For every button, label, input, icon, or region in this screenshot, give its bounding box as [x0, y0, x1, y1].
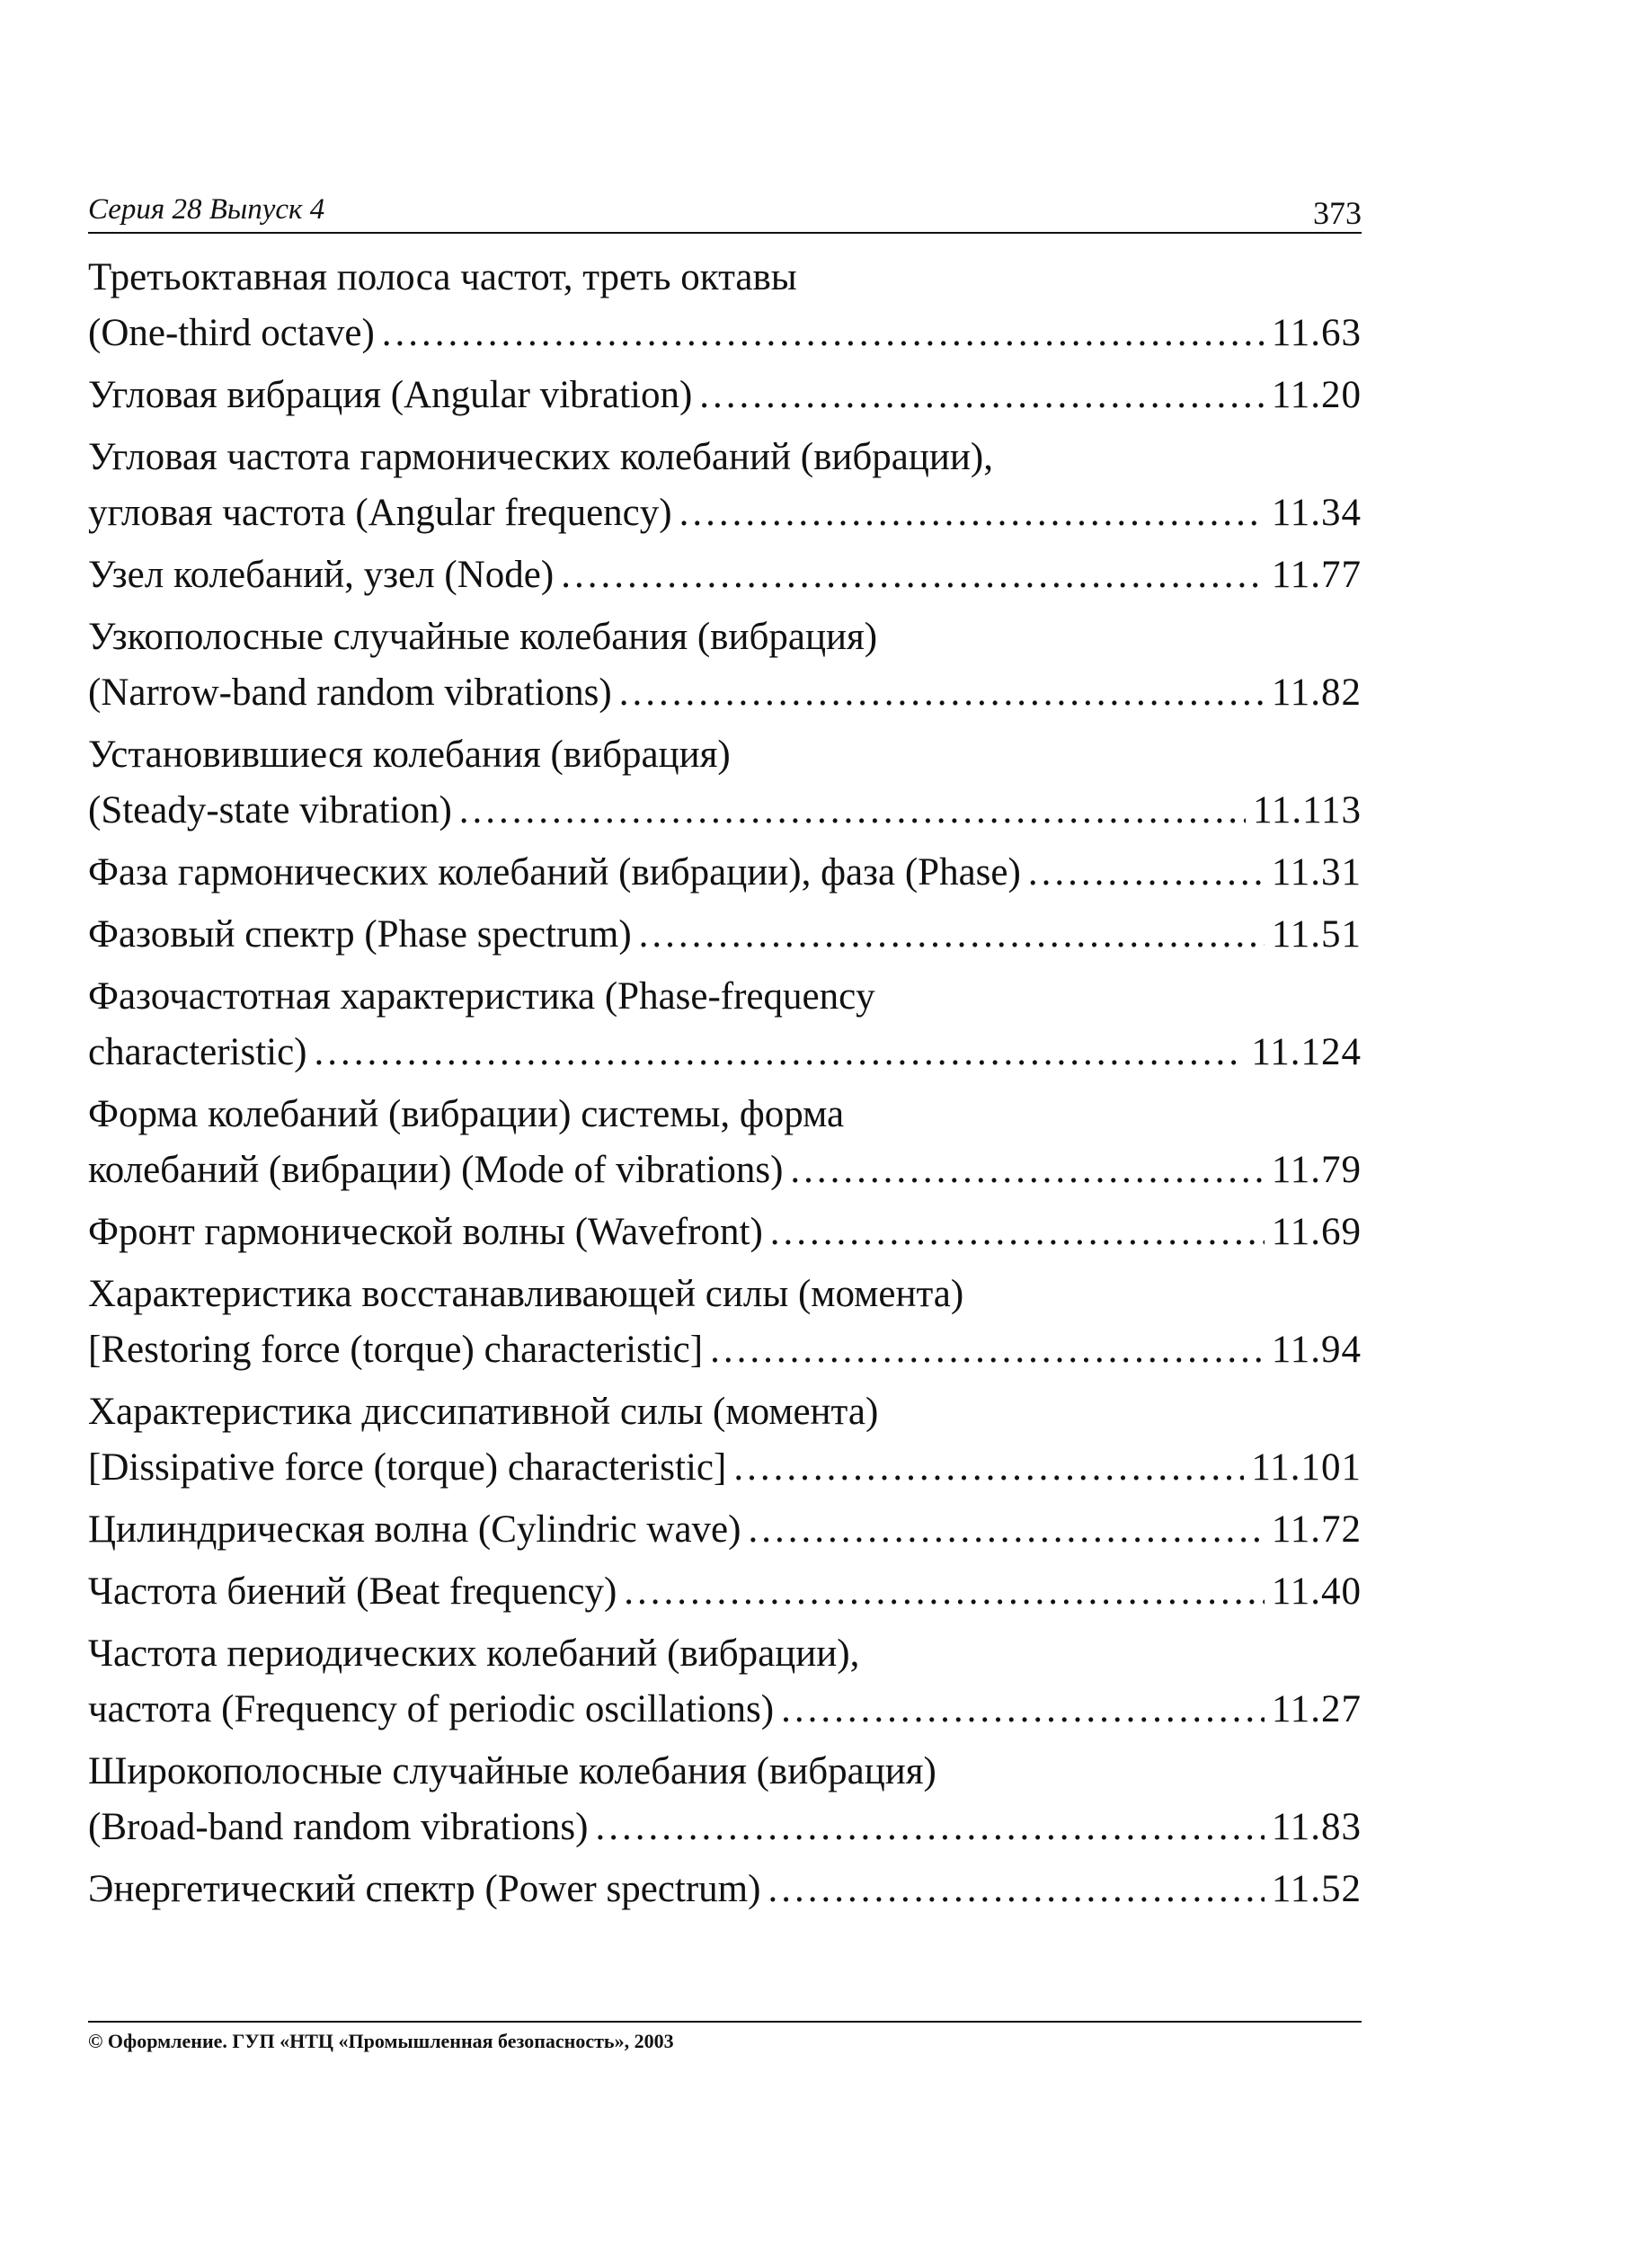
- dot-leader: [679, 485, 1265, 541]
- entry-last-line: [88, 306, 1362, 361]
- entry-term-line: Фазочастотная характеристика (Phase-frequency: [88, 975, 875, 1018]
- page-header: [88, 187, 1362, 234]
- entry-last-line: [88, 1025, 1362, 1081]
- entry-last-line: [88, 1440, 1362, 1496]
- dot-leader: [595, 1800, 1264, 1855]
- entry-reference-number: 11.124: [1251, 1031, 1362, 1073]
- entry-term: колебаний (вибрации) (Mode of vibrations): [88, 1149, 784, 1191]
- entry-term: Узел колебаний, узел (Node): [88, 554, 555, 596]
- entry-term: Фронт гармонической волны (Wavefront): [88, 1211, 763, 1253]
- dot-leader: [561, 547, 1265, 603]
- index-entry: [88, 609, 1362, 721]
- entry-last-line: [88, 1143, 1362, 1198]
- entry-reference-number: 11.51: [1271, 913, 1362, 956]
- dot-leader: [639, 907, 1265, 963]
- entry-last-line: [88, 665, 1362, 721]
- index-entry: [88, 250, 1362, 361]
- entry-reference-number: 11.63: [1271, 312, 1362, 354]
- entry-term-line: Характеристика восстанавливающей силы (момента): [88, 1273, 964, 1315]
- entry-reference-number: 11.79: [1271, 1149, 1362, 1191]
- dot-leader: [710, 1322, 1265, 1378]
- entry-term: (One-third octave): [88, 312, 375, 354]
- entry-reference-number: 11.113: [1252, 789, 1362, 832]
- entry-reference-number: 11.101: [1251, 1446, 1362, 1489]
- entry-last-line: [88, 845, 1362, 901]
- entry-reference-number: 11.69: [1271, 1211, 1362, 1253]
- entry-reference-number: 11.52: [1271, 1868, 1362, 1910]
- entry-term-line: Узкополосные случайные колебания (вибрация): [88, 616, 878, 658]
- entry-last-line: [88, 1502, 1362, 1558]
- entry-term: (Broad-band random vibrations): [88, 1806, 589, 1848]
- entry-last-line: [88, 1682, 1362, 1738]
- dot-leader: [382, 306, 1265, 361]
- dot-leader: [459, 783, 1246, 839]
- dot-leader: [748, 1502, 1264, 1558]
- dot-leader: [733, 1440, 1244, 1496]
- entry-last-line: [88, 368, 1362, 423]
- entry-term: Энергетический спектр (Power spectrum): [88, 1868, 761, 1910]
- entry-term: угловая частота (Angular frequency): [88, 492, 672, 534]
- entry-last-line: [88, 1800, 1362, 1855]
- index-entries: [88, 250, 1362, 1924]
- index-entry: [88, 1626, 1362, 1738]
- entry-term: Фаза гармонических колебаний (вибрации), фаза (Phase): [88, 851, 1021, 894]
- dot-leader: [770, 1205, 1265, 1260]
- index-entry: [88, 368, 1362, 423]
- entry-last-line: [88, 547, 1362, 603]
- page-number: 373: [1313, 195, 1362, 231]
- entry-reference-number: 11.31: [1271, 851, 1362, 894]
- index-entry: [88, 547, 1362, 603]
- entry-term-line: Характеристика диссипативной силы (момента): [88, 1391, 879, 1433]
- copyright-notice: © Оформление. ГУП «НТЦ «Промышленная безопасность», 2003: [88, 2030, 674, 2052]
- entry-term: [Dissipative force (torque) characteristic]: [88, 1446, 727, 1489]
- entry-term: Угловая вибрация (Angular vibration): [88, 374, 693, 416]
- entry-last-line: [88, 783, 1362, 839]
- entry-reference-number: 11.77: [1271, 554, 1362, 596]
- dot-leader: [781, 1682, 1265, 1738]
- index-entry: [88, 1744, 1362, 1855]
- entry-last-line: [88, 1322, 1362, 1378]
- entry-reference-number: 11.83: [1271, 1806, 1362, 1848]
- entry-reference-number: 11.34: [1271, 492, 1362, 534]
- entry-reference-number: 11.94: [1271, 1329, 1362, 1371]
- index-entry: [88, 430, 1362, 541]
- entry-last-line: [88, 1862, 1362, 1917]
- index-entry: [88, 1384, 1362, 1496]
- entry-reference-number: 11.72: [1271, 1508, 1362, 1551]
- dot-leader: [315, 1025, 1245, 1081]
- footer-rule: [88, 2021, 1362, 2023]
- entry-term: Частота биений (Beat frequency): [88, 1570, 617, 1613]
- index-entry: [88, 1862, 1362, 1917]
- index-entry: [88, 1564, 1362, 1620]
- entry-term: [Restoring force (torque) characteristic]: [88, 1329, 704, 1371]
- dot-leader: [790, 1143, 1264, 1198]
- dot-leader: [699, 368, 1265, 423]
- entry-reference-number: 11.27: [1271, 1688, 1362, 1730]
- entry-reference-number: 11.40: [1271, 1570, 1362, 1613]
- entry-last-line: [88, 1564, 1362, 1620]
- index-entry: [88, 1502, 1362, 1558]
- entry-term: (Narrow-band random vibrations): [88, 672, 612, 714]
- entry-term: Фазовый спектр (Phase spectrum): [88, 913, 632, 956]
- entry-last-line: [88, 485, 1362, 541]
- entry-term-line: Третьоктавная полоса частот, треть октавы: [88, 256, 797, 298]
- entry-term: частота (Frequency of periodic oscillations): [88, 1688, 775, 1730]
- entry-term: (Steady-state vibration): [88, 789, 452, 832]
- entry-term: Цилиндрическая волна (Cylindric wave): [88, 1508, 741, 1551]
- entry-term-line: Широкополосные случайные колебания (вибрация): [88, 1750, 936, 1792]
- index-entry: [88, 907, 1362, 963]
- index-entry: [88, 969, 1362, 1081]
- series-title: Серия 28 Выпуск 4: [88, 193, 325, 226]
- index-entry: [88, 845, 1362, 901]
- entry-term-line: Частота периодических колебаний (вибрации),: [88, 1632, 860, 1675]
- entry-term-line: Угловая частота гармонических колебаний (вибрации),: [88, 436, 993, 478]
- index-entry: [88, 1267, 1362, 1378]
- dot-leader: [619, 665, 1265, 721]
- index-entry: [88, 727, 1362, 839]
- dot-leader: [1028, 845, 1265, 901]
- entry-reference-number: 11.82: [1271, 672, 1362, 714]
- entry-reference-number: 11.20: [1271, 374, 1362, 416]
- dot-leader: [624, 1564, 1265, 1620]
- entry-term-line: Форма колебаний (вибрации) системы, форма: [88, 1093, 845, 1135]
- entry-last-line: [88, 907, 1362, 963]
- entry-term: characteristic): [88, 1031, 307, 1073]
- dot-leader: [768, 1862, 1264, 1917]
- entry-last-line: [88, 1205, 1362, 1260]
- index-entry: [88, 1087, 1362, 1198]
- index-entry: [88, 1205, 1362, 1260]
- entry-term-line: Установившиеся колебания (вибрация): [88, 734, 731, 776]
